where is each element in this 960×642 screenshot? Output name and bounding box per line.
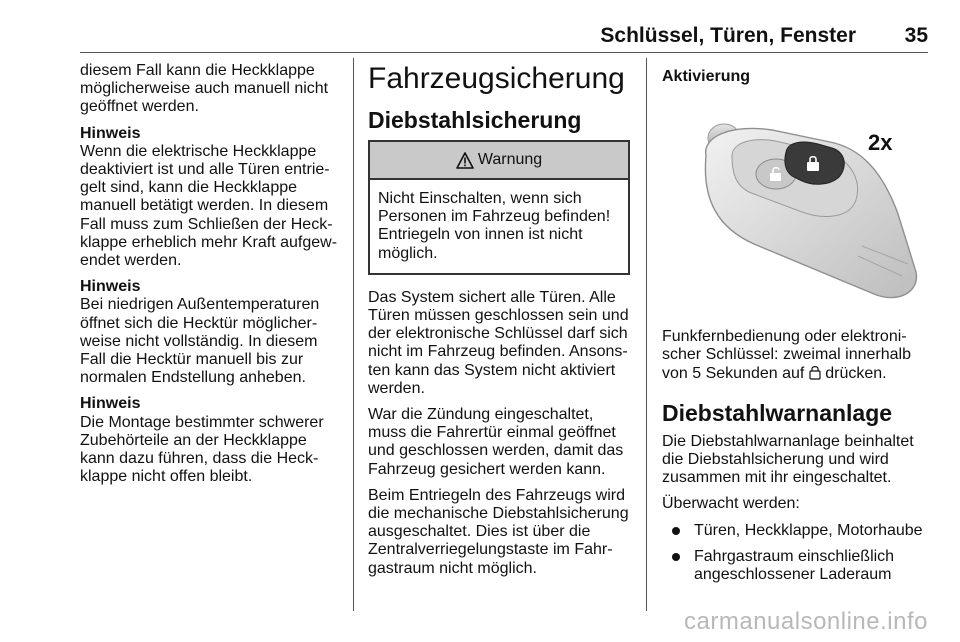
note-text: Wenn die elektrische Heckklappe deaktiviert ist und alle Türen entrie- gelt sind, kann die Heckklappe manuell betätigt werden. In diesem Fall muss zum Schließen der Heck- klappe erheblich mehr Kraft aufgew- endet werden. [80,142,338,270]
key-figure [662,96,926,306]
note-1 [80,125,346,271]
monitored-label: Überwacht werden: [662,495,800,513]
warning-text: Nicht Einschalten, wenn sich Personen im Fahrzeug befinden! Entriegeln von innen ist nicht möglich. [378,190,611,262]
middle-column [368,62,634,586]
paragraph-2: War die Zündung eingeschaltet, muss die Fahrertür einmal geöffnet und geschlossen werden, damit das Fahrzeug gesichert werden kann. [368,406,624,478]
note-2 [80,278,346,387]
activation-heading: Aktivierung [662,68,751,85]
warning-header [370,142,628,180]
section-heading: Fahrzeugsicherung [368,62,625,95]
note-title: Hinweis [80,278,141,296]
warning-triangle-icon [456,152,474,169]
header-divider [80,52,928,53]
press-count-label: 2x [868,130,893,156]
bullet-icon [672,527,680,535]
note-title: Hinweis [80,124,141,142]
list-item: Türen, Heckklappe, Motorhaube [670,522,928,540]
column-divider-2 [646,58,647,611]
chapter-title: Schlüssel, Türen, Fenster [600,24,856,47]
page-header [80,24,928,48]
page-number: 35 [904,24,928,47]
watermark: carmanualsonline.info [684,608,928,635]
note-text: Die Montage bestimmter schwerer Zubehörteile an der Heckklappe kann dazu führen, dass die Heck- klappe nicht offen bleibt. [80,413,324,486]
paragraph-3: Beim Entriegeln des Fahrzeugs wird die mechanische Diebstahlsicherung ausgeschaltet. Dies ist über die Zentralverriegelungstaste im Fahr- gastraum nicht möglich. [368,486,629,577]
lock-icon [809,365,821,380]
subsection-heading: Diebstahlsicherung [368,107,582,133]
warning-label: Warnung [477,150,543,168]
note-3 [80,395,346,486]
alarm-paragraph: Die Diebstahlwarnanlage beinhaltet die Diebstahlsicherung und wird zusammen mit ihr eingeschaltet. [662,432,914,487]
intro-paragraph: diesem Fall kann die Heckklappe möglicherweise auch manuell nicht geöffnet werden. [80,62,329,116]
column-divider-1 [353,58,354,611]
list-item: Fahrgastraum einschließlich angeschlossener Laderaum [670,548,928,584]
left-column [80,62,346,494]
warning-box [368,140,630,275]
figure-caption: Funkfernbedienung oder elektroni- scher Schlüssel: zweimal innerhalb von 5 Sekunden auf drücken. [662,328,911,382]
car-key-remote-icon [662,96,926,306]
alarm-heading: Diebstahlwarnanlage [662,399,893,426]
note-title: Hinweis [80,395,141,413]
paragraph-1: Das System sichert alle Türen. Alle Türen müssen geschlossen sein und der elektronische Schlüssel darf sich nicht im Fahrzeug befinden. Ansons- ten kann das System nicht aktiviert werden. [368,288,629,397]
bullet-icon [672,553,680,561]
monitored-list [662,522,928,585]
note-text: Bei niedrigen Außentemperaturen öffnet sich die Hecktür möglicher- weise nicht vollständig. In diesem Fall die Hecktür manuell bis zur normalen Endstellung anheben. [80,296,320,387]
right-column [662,68,928,592]
